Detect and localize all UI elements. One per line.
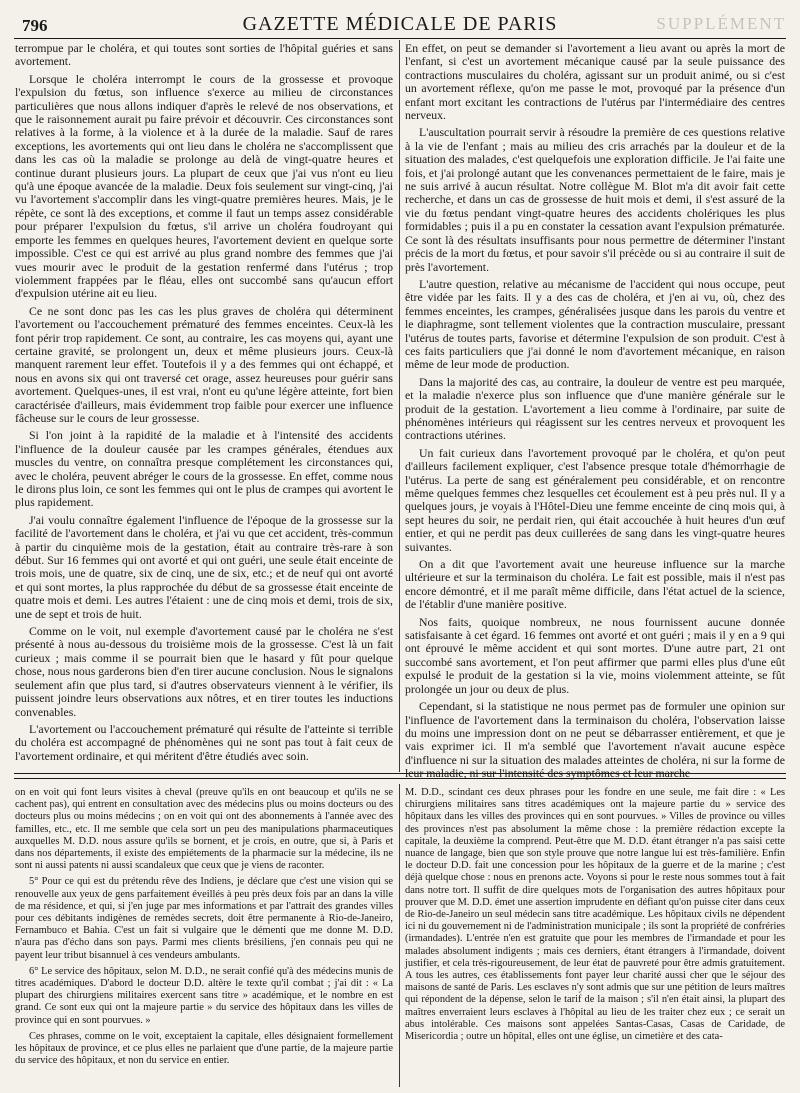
paragraph: terrompue par le choléra, et qui toutes sont sorties de l'hôpital guéries et sans avortement. (15, 41, 393, 69)
top-column-rule (399, 40, 400, 772)
paragraph: Cependant, si la statistique ne nous permet pas de formuler une opinion sur l'influence de l'avortement dans la terminaison du choléra, l'observation laisse du moins une impression dont on ne peut se débarrasser entièrement, et que je vais exprimer ici. Il m'a semblé que l'avortement n'avait aucune espèce d'influence ni sur la situation des malades atteintes de choléra, ni sur la forme de leur maladie, ni sur l'intensité des symptômes et leur marche (405, 699, 785, 781)
paragraph: J'ai voulu connaître également l'influence de l'époque de la grossesse sur la facilité de l'avortement dans le choléra, et j'ai vu que cet accident, très-commun à partir du cinquième mois de la gestation, était au contraire très-rare à son début. Sur 16 femmes qui ont avorté et qui ont guéri, une seule était enceinte de trois mois, une de quatre, six de cinq, une de six, etc.; et de neuf qui ont avorté et qui sont mortes, la plus rapprochée du début de sa grossesse était enceinte de quatre mois et demi. Les autres l'étaient : une de cinq mois et demi, trois de six, une de sept et trois de huit. (15, 512, 393, 621)
top-left-column (15, 42, 393, 772)
paragraph: 5° Pour ce qui est du prétendu rêve des Indiens, je déclare que c'est une vision qui se renouvelle aux yeux de gens parfaitement éveillés à peu près deux fois par an dans la ville de ma résidence, et qui, si j'en juge par mes informations et par l'attrait des grandes villes pour ces débitants indigènes de remèdes secrets, doit être permanente à Rio-de-Janeiro, Fernambuco et Bahia. C'est un fait si vulgaire que le démenti que me donne M. D.D. n'aura pas d'écho dans son pays. Parmi mes clients brésiliens, j'en connais peu qui ne payent leur tribut bisannuel à ces vendeurs ambulants. (15, 876, 393, 961)
top-right-column (405, 41, 785, 781)
paragraph: L'autre question, relative au mécanisme de l'accident qui nous occupe, peut être vidée par les faits. Il y a des cas de choléra, et j'en ai vu, où, chez des femmes enceintes, les crampes, généralisées jusque dans les parois du ventre et le diaphragme, sont tellement violentes que la contraction musculaire, pressant l'utérus de toutes parts, favorise et détermine l'expulsion de son produit. C'est à ces faits particuliers que j'ai donné le nom d'avortement mécanique, en raison même de leur mode de production. (405, 276, 785, 372)
paragraph: Un fait curieux dans l'avortement provoqué par le choléra, et qu'on peut d'ailleurs facilement expliquer, c'est l'absence presque totale d'hémorrhagie de l'utérus. La perte de sang est généralement peu considérable, et on rencontre même quelques femmes chez lesquelles cet écoulement est à peu près nul. Il y a quelques jours, je voyais à l'Hôtel-Dieu une femme enceinte de cinq mois qui, à sept heures du soir, ne perdait rien, qui était accouchée à huit heures d'un œuf entier, et qui ne perdit pas deux cuillerées de sang dans les vingt-quatre heures suivantes. (405, 445, 785, 554)
paragraph: Dans la majorité des cas, au contraire, la douleur de ventre est peu marquée, et la maladie n'exerce plus son influence que d'une manière générale sur le produit de la gestation. L'avortement a lieu comme à l'ordinaire, par suite de phénomènes intérieurs qui réagissent sur les centres nerveux et provoquent les contractions utérines. (405, 374, 785, 443)
paragraph: Ce ne sont donc pas les cas les plus graves de choléra qui déterminent l'avortement ou l'accouchement prématuré des femmes enceintes. Ceux-là les font périr trop rapidement. Ce sont, au contraire, les cas moyens qui, ayant une certaine gravité, se prolongent un, deux et même plusieurs jours. Ceux-là manquent rarement leur effet. Toutefois il y a des femmes qui ont échappé, et nous en avons six qui ont traversé cet orage, assez heureuses pour guérir sans avortement. Quelques-unes, il est vrai, n'ont eu qu'une légère atteinte, fort bien caractérisée d'ailleurs, mais évidemment trop faible pour exercer une influence fâcheuse sur le cours de leur grossesse. (15, 303, 393, 425)
page-header (14, 12, 786, 39)
bottom-left-column (15, 787, 393, 1087)
paragraph: Lorsque le choléra interrompt le cours de la grossesse et provoque l'expulsion du fœtus, son influence s'exerce au milieu de circonstances particulières que nous allons indiquer d'après le relevé de nos observations, et que le raisonnement aurait pu faire prévoir et découvrir. Ces circonstances sont relatives à la forme, à la violence et à la durée de la maladie. Sauf de rares exceptions, les avortements qui ont lieu dans le choléra ne s'accomplissent que dans les cas où la maladie se prolonge au delà de vingt-quatre heures et continue durant plusieurs jours. La plupart de ceux que j'ai vus n'ont eu lieu qu'à une époque avancée de la maladie. Deux fois seulement sur vingt-cinq, j'ai vu l'avortement s'accomplir dans les vingt-quatre premières heures. Mais, je le répète, ce sont là des exceptions, et comme il faut un temps assez considérable pour préparer l'expulsion du fœtus, s'il arrive un choléra foudroyant qui emporte les femmes en quelques heures, l'avortement devient en quelque sorte impossible. C'est ce qui est arrivé au plus grand nombre des femmes que j'ai vues mourir avec le produit de la gestation renfermé dans l'utérus ; trop violemment frappées par le fléau, elles ont succombé sans qu'aucun effort d'expulsion utérine ait eu lieu. (15, 71, 393, 301)
paragraph: 6° Le service des hôpitaux, selon M. D.D., ne serait confié qu'à des médecins munis de titres académiques. D'abord le docteur D.D. altère le texte qu'il combat ; j'ai dit : « La plupart des chirurgiens militaires exercent sans titre » académique, et le nombre en est grand. Ce sont eux qui ont la majeure partie » du service des hôpitaux dans les villes de province qui en sont pourvues. » (15, 965, 393, 1026)
ghost-running-title: SUPPLÉMENT (656, 14, 786, 33)
journal-title: GAZETTE MÉDICALE DE PARIS (242, 13, 558, 35)
paragraph: on en voit qui font leurs visites à cheval (preuve qu'ils en ont beaucoup et qu'ils ne se cachent pas), qui entrent en consultation avec des médecins plus ou moins docteurs ou des docteurs plus ou moins médecins ; on en voit qui ont des abonnements à l'année avec des familles, etc., etc. Il me semble que cela sort un peu des manipulations pharmaceutiques auxquelles M. D.D. nous assure qu'ils se bornent, et je crois, en outre, que si, à Paris et dans nos départements, il existe des empiétements de la pharmacie sur la médecine, ils ne sont ni aussi patents ni aussi scandaleux que ceux que je viens de raconter. (15, 787, 393, 872)
feuilleton-divider (14, 773, 786, 779)
bottom-right-column (405, 787, 785, 1087)
paragraph: L'avortement ou l'accouchement prématuré qui résulte de l'atteinte si terrible du choléra est accompagné de phénomènes qui ne sont pas tout à fait ceux de l'avortement ordinaire, et qui méritent d'être étudiés avec soin. (15, 721, 393, 763)
paragraph: Comme on le voit, nul exemple d'avortement causé par le choléra ne s'est présenté à nous au-dessous du troisième mois de la grossesse. C'est là un fait curieux ; mais comme il se pourrait bien que le hasard y fût pour quelque chose, nous nous garderons bien d'en tirer aucune conclusion. Nous le signalons seulement afin que plus tard, si d'autres observateurs viennent à le vérifier, ils puissent joindre leurs observations aux nôtres, et en tirer toutes les inductions convenables. (15, 624, 393, 719)
paragraph: M. D.D., scindant ces deux phrases pour les fondre en une seule, me fait dire : « Les chirurgiens militaires sans titres académiques ont la majeure partie du » service des hôpitaux dans les villes des provinces qui en sont pourvues. » Villes de province ou villes des provinces n'est pas absolument la même chose : la première rédaction excepte la capitale, la deuxième la comprend. Peut-être que M. D.D. étant étranger n'a pas saisi cette nuance de langage, bien que son style prouve que notre langue lui est très-familière. Enfin le docteur D.D. fait une concession pour les hôpitaux de la guerre et de la marine ; c'est déjà quelque chose : nous en prenons acte. Voyons si pour le reste nous sommes tout à fait dans notre tort. Il suffit de dire quelques mots de l'organisation des autres hôpitaux pour prouver que M. D.D. émet une assertion imprudente en défiant qu'on puisse citer dans ceux de Rio-de-Janeiro un seul médecin sans titre académique. Les hôpitaux civils ne dépendent ici ni du gouvernement ni de l'administration municipale ; ils sont la propriété de confréries (irmandades). L'entrée n'en est gratuite que pour les membres de l'irmandade et pour les malades absolument indigents ; mais ces derniers, étant étrangers à l'irmandade, doivent justifier, et cela très-rigoureusement, de leur état de pauvreté pour être admis gratuitement. A tous les autres, ces établissements font payer leur charité aussi cher que le séjour des maisons de santé de Paris. Les esclaves n'y sont admis que sur une pétition de leurs maîtres qui répondent de la dépense, selon le tarif de la maison ; s'il n'en était ainsi, la plupart des maîtres enverraient leurs esclaves à l'hôpital au lieu de les traiter chez eux ; ce serait un abus intolérable. Ces maisons sont appelées Santas-Casas, Casas de Caridade, de Misericordia ; outre un hôpital, elles ont une église, un cimetière et des cata- (405, 787, 785, 1043)
paragraph: Ces phrases, comme on le voit, exceptaient la capitale, elles désignaient formellement les hôpitaux de province, et ce plus elles ne parlaient que d'une partie, de la majeure partie du service des hôpitaux, et non du service en entier. (15, 1030, 393, 1067)
paragraph: On a dit que l'avortement avait une heureuse influence sur la marche ultérieure et sur la terminaison du choléra. Le fait est possible, mais il n'est pas encore démontré, et il me paraît même difficile, dans l'état actuel de la science, de l'établir d'une manière positive. (405, 557, 785, 612)
bottom-column-rule (399, 784, 400, 1087)
page-number: 796 (22, 16, 48, 35)
paragraph: L'auscultation pourrait servir à résoudre la première de ces questions relative à la vie de l'enfant ; mais au milieu des cris arrachés par la douleur et de la situation des malades, c'est quelquefois une exploration difficile. Je l'ai faite une fois, et j'ai prolongé autant que les convenances permettaient de le faire, mais je ne suis arrivé à aucun résultat. Notre collègue M. Blot m'a dit avoir fait cette recherche, et dans un cas de grossesse de huit mois et demi, il s'est assuré de la vie du fœtus pendant vingt-quatre heures des accidents cholériques les plus formidables ; puis il a pu en constater la cessation avant l'expulsion prématurée. Ce sont là des résultats insuffisants pour nous permettre de déterminer l'instant précis de la mort du fœtus, et pour savoir s'il précède ou si au contraire il suit de près l'avortement. (405, 125, 785, 274)
paragraph: Si l'on joint à la rapidité de la maladie et à l'intensité des accidents l'influence de la douleur causée par les crampes générales, étendues aux muscles du ventre, on connaîtra presque complétement les circonstances qui, avec le choléra, peuvent abréger le cours de la grossesse. En effet, comme nous le dirons plus loin, ce sont les femmes qui ont le plus de crampes qui avortent le plus rapidement. (15, 428, 393, 510)
paragraph: En effet, on peut se demander si l'avortement a lieu avant ou après la mort de l'enfant, si c'est un avortement mécanique causé par la seule puissance des contractions musculaires du choléra, agissant sur un produit animé, ou si c'est un avortement réflexe, qu'on me passe le mot, provoqué par la présence d'un enfant mort excitant les contractions de l'utérus par l'intermédiaire des centres nerveux. (405, 41, 785, 123)
paragraph: Nos faits, quoique nombreux, ne nous fournissent aucune donnée satisfaisante à cet égard. 16 femmes ont avorté et ont guéri ; mais il y en a 9 qui ont éprouvé le même accident et qui sont mortes. D'une autre part, 21 ont succombé sans avortement, et l'on peut affirmer que parmi elles plus d'une eût expulsé le produit de la gestation si la vie, moins violemment atteinte, se fût prolongée un jour ou deux de plus. (405, 614, 785, 696)
